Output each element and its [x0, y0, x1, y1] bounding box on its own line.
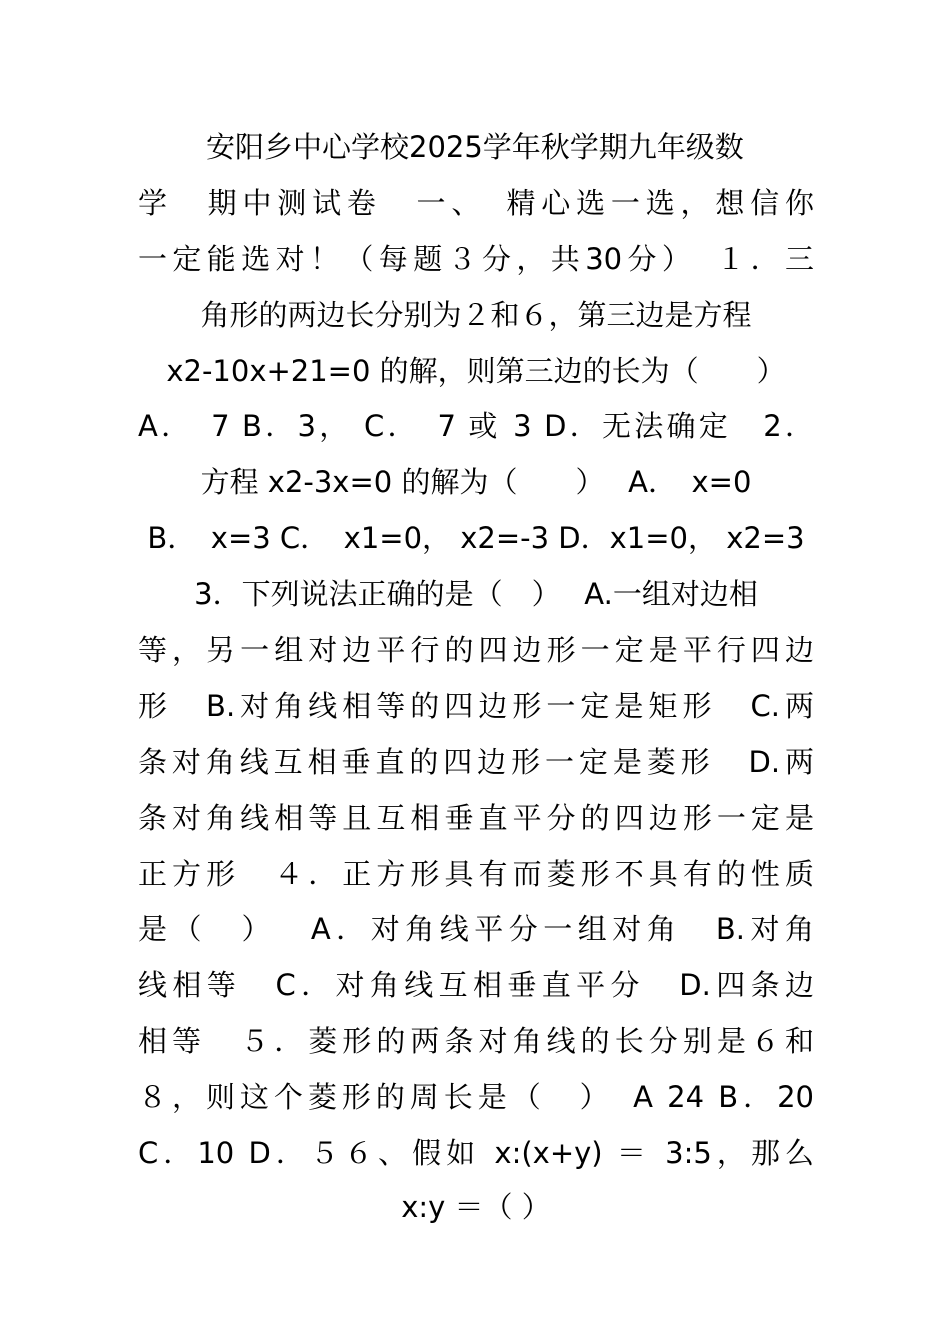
title-line: 安阳乡中心学校2025学年秋学期九年级数 — [206, 130, 744, 164]
text-line: x2-10x+21=0 的解，则第三边的长为（ ） — [166, 354, 786, 388]
text-line: ８，则这个菱形的周长是（ ） A 24 B．20 — [138, 1080, 814, 1114]
text-line: 条对角线互相垂直的四边形一定是菱形 D.两 — [138, 745, 814, 779]
text-line: 形 B.对角线相等的四边形一定是矩形 C.两 — [138, 689, 814, 723]
text-line: 3．下列说法正确的是（ ） A.一组对边相 — [194, 577, 758, 611]
text-line: 条对角线相等且互相垂直平分的四边形一定是 — [138, 801, 814, 835]
text-line: 是（ ） A．对角线平分一组对角 B.对角 — [138, 912, 814, 946]
text-line: 等，另一组对边平行的四边形一定是平行四边 — [138, 633, 814, 667]
text-line: 相等 ５．菱形的两条对角线的长分别是６和 — [138, 1024, 814, 1058]
text-line: 线相等 C．对角线互相垂直平分 D.四条边 — [138, 968, 814, 1002]
text-line: x:y ＝（ ） — [401, 1190, 551, 1224]
text-line: A． 7 B．3， C． 7 或 3 D．无法确定 2． — [138, 409, 814, 443]
text-line: C．10 D．５６、假如 x:(x+y) ＝ 3:5，那么 — [138, 1136, 814, 1170]
text-line: 一定能选对！（每题３分，共30分） １．三 — [138, 242, 814, 276]
text-line: 方程 x2-3x=0 的解为（ ） A． x=0 — [200, 465, 752, 499]
text-line: 学 期中测试卷 一、 精心选一选，想信你 — [138, 186, 814, 220]
text-line: 角形的两边长分别为２和６，第三边是方程 — [200, 298, 752, 332]
text-line: B． x=3 C． x1=0， x2=-3 D．x1=0， x2=3 — [147, 521, 805, 555]
text-line: 正方形 ４．正方形具有而菱形不具有的性质 — [138, 857, 814, 891]
